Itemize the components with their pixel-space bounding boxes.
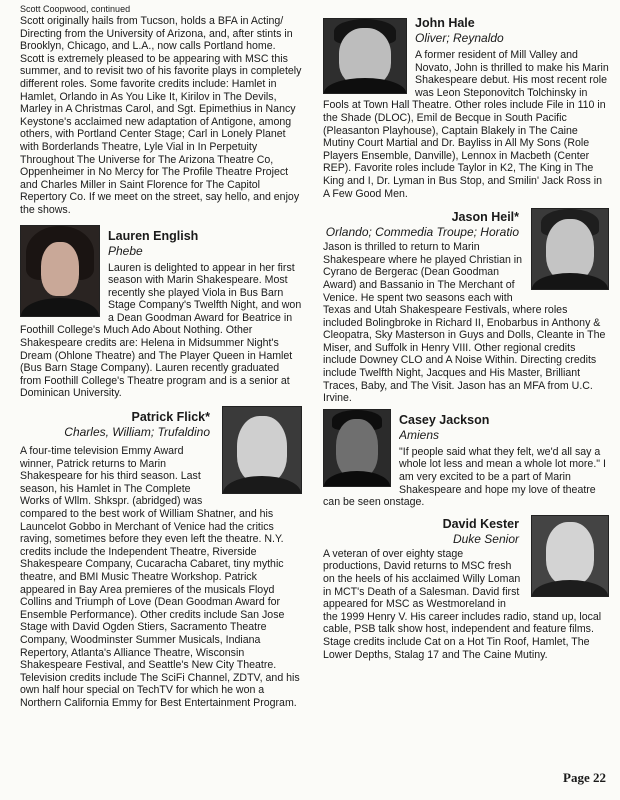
english-role: Phebe: [108, 243, 143, 258]
heil-role: Orlando; Commedia Troupe; Horatio: [325, 225, 519, 240]
heil-section: [323, 206, 609, 405]
english-bio: Lauren is delighted to appear in her first season with Marin Shakespeare. Most recently she played Viola in Bus Barn Stage Company's Twelfth Night, and won a Dean Goodman Award for Beatrice in Foothill College's Much Ado About Nothing. Other Shakespeare credits are: Helena in Midsummer Night's Dream (Ohlone Theatre) and The Player Queen in Hamlet (Bus Barn Stage Company). Lauren recently graduated from Foothill College's Theatre program and is a senior at Dominican University.: [20, 261, 302, 400]
hale-bio: A former resident of Mill Valley and Novato, John is thrilled to make his Marin Shakespeare debut. His most recent role was Leon Steponovitch Tolchinsky in Fools at Town Hall Theatre. Other roles include File in 110 in the Shade (DLOC), Emil de Becque in South Pacific (Pleasanton Playhouse), Captain Blakely in The Caine Mutiny Court Martial and Dr. Bayliss in All My Sons (Role Players Ensemble, Danville), Lennox in Macbeth (Center REP). Favorite roles include Taylor in K2, The King in The King and I, Dr. Lyman in Bus Stop, and Smilin' Jack Ross in A Few Good Men.: [323, 49, 609, 200]
casey-jackson-photo: [323, 409, 391, 487]
jackson-role: Amiens: [399, 427, 440, 442]
kester-bio: A veteran of over eighty stage productions, David returns to MSC fresh on the heels of his acclaimed Willy Loman in MCT's Death of a Salesman. David first appeared for MSC as Westmoreland in the 1999 Henry V. His career includes radio, stand up, local cable, PSB talk show host, independent and feature films. Stage credits include Cat on a Hot Tin Roof, Hamlet, The Lower Depths, Stalag 17 and The Caine Mutiny.: [323, 547, 602, 661]
flick-role: Charles, William; Trufaldino: [64, 425, 210, 440]
hale-role: Oliver; Reynaldo: [415, 31, 504, 45]
english-section: [20, 221, 302, 401]
patrick-flick-photo: [222, 406, 302, 494]
english-name: Lauren English: [108, 228, 199, 243]
page-number: Page 22: [563, 770, 606, 785]
coopwood-continued-label: Scott Coopwood, continued: [20, 4, 131, 14]
flick-bio: A four-time television Emmy Award winner, Patrick returns to Marin Shakespeare for his third season. Last season, his Hamlet in The Complete Works of Wllm. Shkspr. (abridged) was compared to the best work of William Shatner, and his Launcelot Gobbo in Merchant of Venice had the critics raving, sometimes before they even left the theatre. N.Y. credits include the Independent Theatre, Riverside Shakespeare Company, Cucaracha Cabaret, tiny mythic theatre, and BMI Music Theatre Workshop. Patrick appeared in Bay Area premieres of the musicals Floyd Collins and Triumph of Love (Dean Goodman Award for Ensemble Performance). Other credits include San Jose Stage with David Ogden Stiers, Sacramento Theatre Company, Woodminster Summer Musicals, Indiana Repertory, Atlanta's Alliance Theatre, Wisconsin Shakespeare Festival, and Seattle's New City Theatre. Television credits include The SciFi Channel, ZDTV, and his own half hour special on TechTV for which he won a Northern California Emmy for Best Entertainment Program.: [20, 445, 300, 709]
hale-header: [415, 4, 609, 45]
john-hale-photo: [323, 18, 407, 94]
jackson-section: [323, 409, 609, 509]
lauren-english-photo: [20, 225, 100, 317]
heil-header: [323, 206, 523, 239]
flick-header: [20, 404, 214, 439]
kester-role: Duke Senior: [452, 531, 519, 546]
jackson-header: [399, 409, 609, 442]
kester-name: David Kester: [442, 516, 519, 531]
david-kester-photo: [531, 515, 609, 597]
hale-section: [323, 4, 609, 200]
left-column: [20, 4, 302, 710]
jason-heil-photo: [531, 208, 609, 290]
kester-section: [323, 513, 609, 661]
jackson-bio: "If people said what they felt, we'd all say a whole lot less and mean a whole lot more." I am very excited to be a part of Marin Shakespeare and hope my love of theatre can be seen onstage.: [323, 445, 606, 509]
hale-name: John Hale: [415, 16, 475, 30]
coopwood-bio: Scott originally hails from Tucson, holds a BFA in Acting/ Directing from the University of Arizona, and, after stints in Brooklyn, Chicago, and L.A., now calls Portland home. Scott is extremely pleased to be appearing with MSC this summer, and to revisit two of his favorite plays in completely different roles. Some favorite credits include: Hamlet in Hamlet, Orlando in As You Like It, Kirilov in The Devils, Marley in A Christmas Carol, and Sgt. Epimethius in Nancy Keystone's acclaimed new adaptation of Antigone, among others, with Portland Center Stage; Carl in Lonely Planet with Borderlands Theatre, Lyle Vial in In Perpetuity Throughout The Universe for The Arizona Theatre Co, Oppenheimer in No Mercy for The Profile Theatre Project and Charles Miller in Saint Florence for The Capitol Repertory Co. If we meet on the street, say hello, and enjoy the shows.: [20, 15, 302, 216]
flick-name: Patrick Flick*: [131, 410, 210, 425]
right-column: [323, 4, 609, 661]
kester-header: [323, 513, 523, 546]
jackson-name: Casey Jackson: [399, 412, 490, 427]
heil-name: Jason Heil*: [451, 210, 519, 225]
heil-bio: Jason is thrilled to return to Marin Shakespeare where he played Christian in Cyrano de Bergerac (Dean Goodman Award) and Bassanio in The Merchant of Venice. He spent two seasons each with Texas and Utah Shakespeare Festivals, where roles included Bolingbroke in Richard II, Enobarbus in Anthony & Cleopatra, Sky Masterson in Guys and Dolls, Cleante in The Miser, and Suffolk in Henry VIII. Other regional credits include Downey CLO and A Noise Within. Directing credits include Twelfth Night, Jacques and His Master, Brilliant Traces, Baby, and The Visit. Jason has an MFA from U.C. Irvine.: [323, 241, 606, 405]
flick-section: [20, 404, 302, 709]
english-header: [108, 221, 302, 258]
